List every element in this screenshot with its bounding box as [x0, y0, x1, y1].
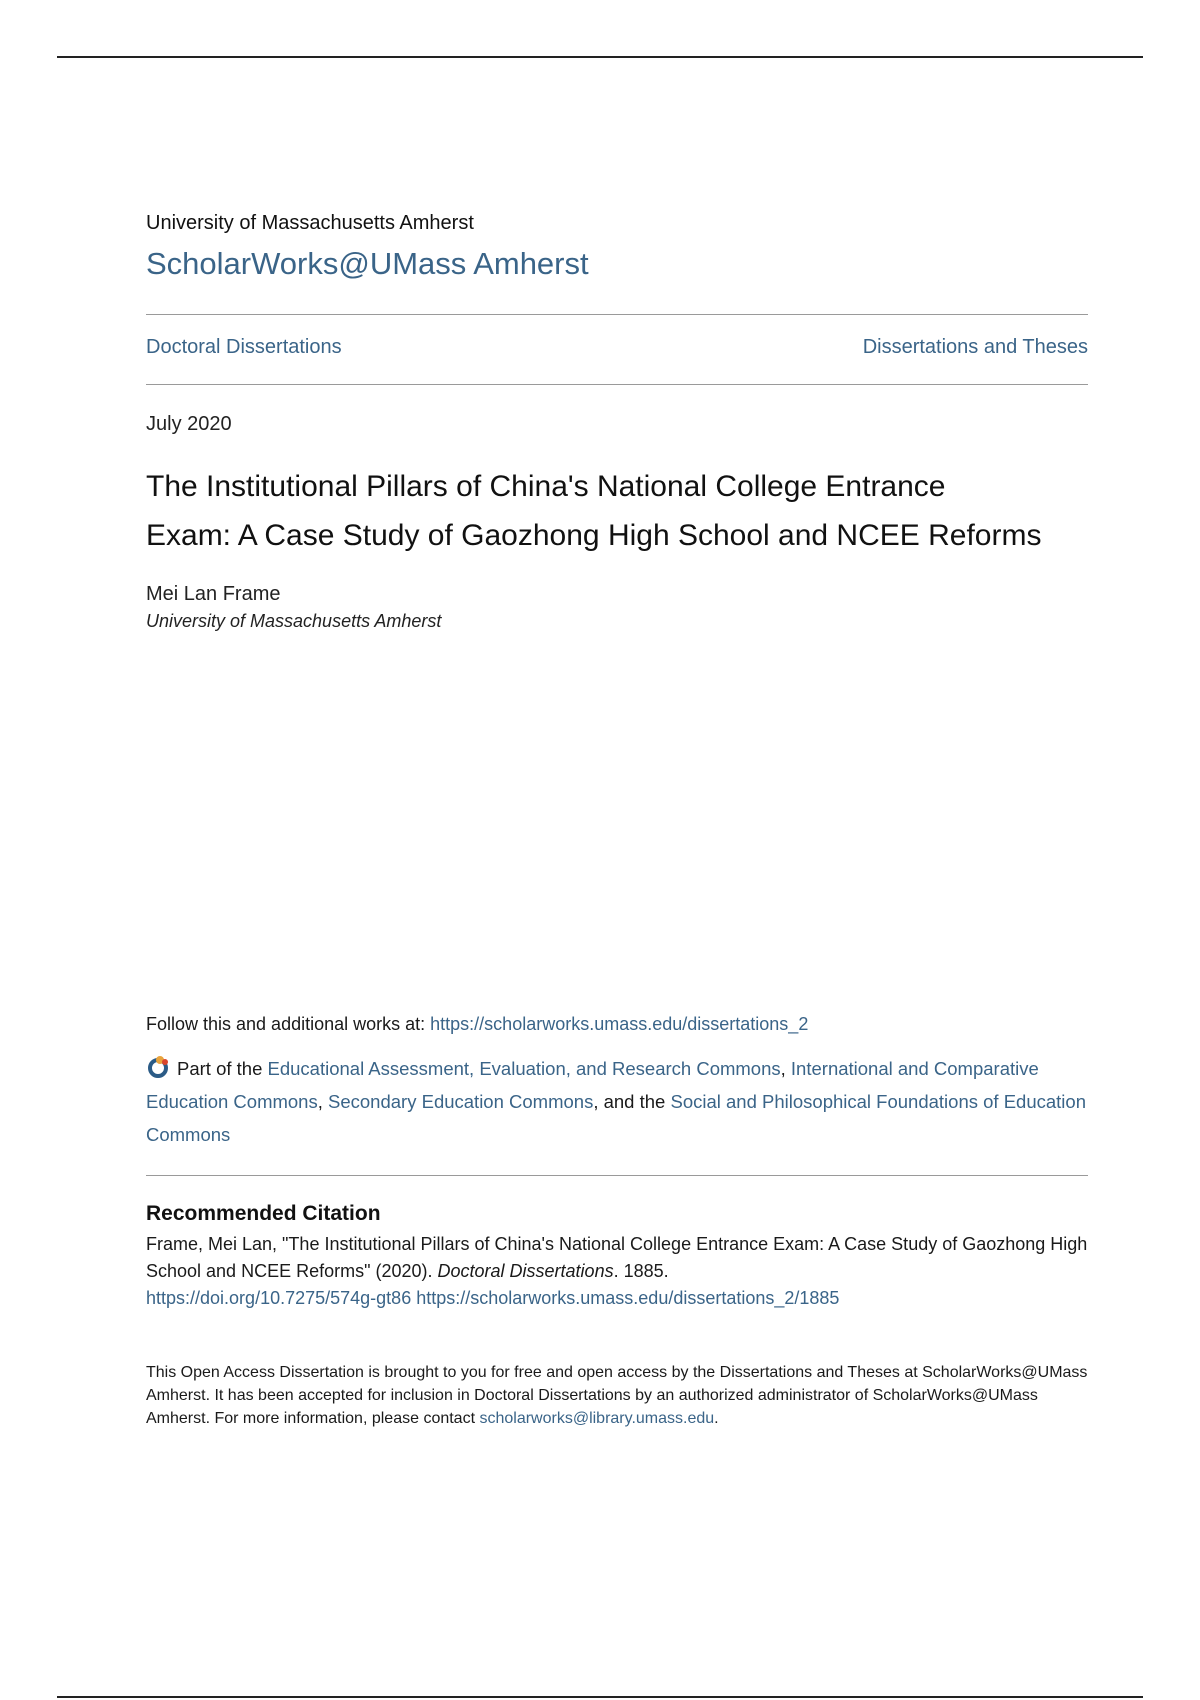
notice-end: .: [714, 1410, 719, 1427]
separator: , and the: [593, 1091, 671, 1112]
citation-part: Frame, Mei Lan, "The Institutional Pillars of China's National College Entrance Exam: A Case Study of Gaozhong High School and NCEE Reforms" (2020).: [146, 1234, 1088, 1281]
citation-text: [146, 1231, 1088, 1312]
commons-link-secondary-education[interactable]: Secondary Education Commons: [328, 1091, 594, 1112]
document-title: [146, 462, 1088, 560]
separator: ,: [317, 1091, 329, 1112]
publication-date: July 2020: [146, 413, 232, 435]
author-name: Mei Lan Frame: [146, 583, 281, 605]
part-of-section: [146, 1052, 1088, 1151]
institution-name: University of Massachusetts Amherst: [146, 212, 474, 234]
citation-heading: Recommended Citation: [146, 1202, 381, 1225]
commons-link-social-philosophical[interactable]: Social and Philosophical Foundations of Education Commons: [146, 1091, 1086, 1145]
collection-link-dissertations-and-theses[interactable]: Dissertations and Theses: [862, 336, 1088, 358]
collection-link-doctoral-dissertations[interactable]: Doctoral Dissertations: [146, 336, 342, 358]
open-access-notice: [146, 1361, 1088, 1430]
divider: [146, 384, 1088, 385]
commons-link-educational-assessment[interactable]: Educational Assessment, Evaluation, and Research Commons: [267, 1058, 781, 1079]
divider: [146, 1175, 1088, 1176]
citation-journal: Doctoral Dissertations: [437, 1261, 614, 1281]
separator: ,: [780, 1058, 791, 1079]
follow-prefix: Follow this and additional works at:: [146, 1014, 431, 1034]
repository-link[interactable]: ScholarWorks@UMass Amherst: [146, 246, 589, 281]
divider: [146, 314, 1088, 315]
page-top-rule: [57, 56, 1143, 58]
part-of-prefix: Part of the: [177, 1058, 268, 1079]
title-line: Exam: A Case Study of Gaozhong High School and NCEE Reforms: [146, 519, 1042, 552]
doi-link[interactable]: https://doi.org/10.7275/574g-gt86: [146, 1288, 412, 1308]
title-line: The Institutional Pillars of China's National College Entrance: [146, 470, 946, 503]
citation-part: . 1885.: [613, 1261, 669, 1281]
bepress-commons-icon: [146, 1055, 172, 1079]
contact-email-link[interactable]: scholarworks@library.umass.edu: [479, 1410, 715, 1427]
follow-link[interactable]: https://scholarworks.umass.edu/dissertations_2: [430, 1014, 809, 1034]
author-affiliation: University of Massachusetts Amherst: [146, 611, 442, 631]
follow-line: [146, 1014, 808, 1035]
notice-text: This Open Access Dissertation is brought to you for free and open access by the Dissertations and Theses at ScholarWorks@UMass Amherst. It has been accepted for inclusion in Doctoral Dissertations by an authorized administrator of ScholarWorks@UMass Amherst. For more information, please contact: [146, 1364, 1088, 1427]
commons-link-international-comparative[interactable]: International and Comparative Education Commons: [146, 1058, 1039, 1112]
citation-url-link[interactable]: https://scholarworks.umass.edu/dissertations_2/1885: [416, 1288, 840, 1308]
page-bottom-rule: [57, 1696, 1143, 1698]
